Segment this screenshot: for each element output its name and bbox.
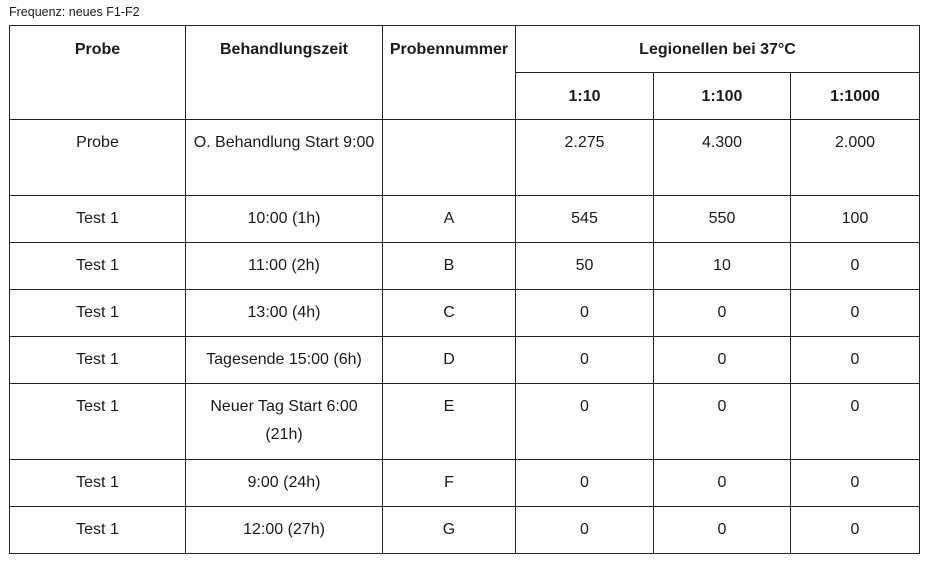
cell-value-1-100: 0 [654,337,791,384]
cell-zeit: 11:00 (2h) [186,243,383,290]
cell-value-1-100: 4.300 [654,120,791,196]
cell-zeit: Tagesende 15:00 (6h) [186,337,383,384]
table-row [10,243,920,290]
cell-value-1-10: 0 [516,337,654,384]
cell-probe: Test 1 [10,507,186,554]
table-row [10,196,920,243]
table-row [10,337,920,384]
cell-probe: Test 1 [10,460,186,507]
cell-value-1-10: 0 [516,384,654,460]
cell-probe: Test 1 [10,196,186,243]
cell-value-1-1000: 100 [791,196,920,243]
cell-value-1-1000: 0 [791,337,920,384]
cell-probe: Probe [10,120,186,196]
cell-value-1-1000: 0 [791,384,920,460]
cell-value-1-1000: 2.000 [791,120,920,196]
header-dilution-1-100: 1:100 [654,73,791,120]
cell-value-1-100: 550 [654,196,791,243]
header-behandlungszeit: Behandlungszeit [186,26,383,120]
cell-nummer [383,120,516,196]
cell-value-1-100: 0 [654,460,791,507]
table-caption: Frequenz: neues F1-F2 [9,5,140,19]
cell-nummer: G [383,507,516,554]
cell-nummer: C [383,290,516,337]
cell-value-1-1000: 0 [791,507,920,554]
table-row [10,120,920,196]
cell-probe: Test 1 [10,290,186,337]
cell-value-1-100: 0 [654,507,791,554]
cell-value-1-1000: 0 [791,243,920,290]
cell-probe: Test 1 [10,337,186,384]
cell-zeit: 10:00 (1h) [186,196,383,243]
header-dilution-1-10: 1:10 [516,73,654,120]
cell-value-1-100: 0 [654,384,791,460]
table-row [10,507,920,554]
cell-value-1-100: 10 [654,243,791,290]
cell-zeit: 9:00 (24h) [186,460,383,507]
header-legionellen: Legionellen bei 37°C [516,26,920,73]
cell-zeit: Neuer Tag Start 6:00 (21h) [186,384,383,460]
cell-nummer: A [383,196,516,243]
cell-value-1-10: 0 [516,290,654,337]
cell-nummer: F [383,460,516,507]
legionella-table [9,25,920,554]
cell-zeit: 13:00 (4h) [186,290,383,337]
cell-value-1-10: 545 [516,196,654,243]
cell-probe: Test 1 [10,384,186,460]
table-row [10,460,920,507]
cell-value-1-100: 0 [654,290,791,337]
cell-value-1-10: 0 [516,460,654,507]
table-row [10,290,920,337]
cell-value-1-10: 50 [516,243,654,290]
header-probennummer: Probennummer [383,26,516,120]
cell-nummer: B [383,243,516,290]
header-probe: Probe [10,26,186,120]
cell-nummer: D [383,337,516,384]
cell-value-1-10: 0 [516,507,654,554]
cell-zeit: O. Behandlung Start 9:00 [186,120,383,196]
cell-value-1-10: 2.275 [516,120,654,196]
cell-value-1-1000: 0 [791,290,920,337]
cell-zeit: 12:00 (27h) [186,507,383,554]
cell-value-1-1000: 0 [791,460,920,507]
table-row [10,384,920,460]
cell-nummer: E [383,384,516,460]
header-dilution-1-1000: 1:1000 [791,73,920,120]
cell-probe: Test 1 [10,243,186,290]
